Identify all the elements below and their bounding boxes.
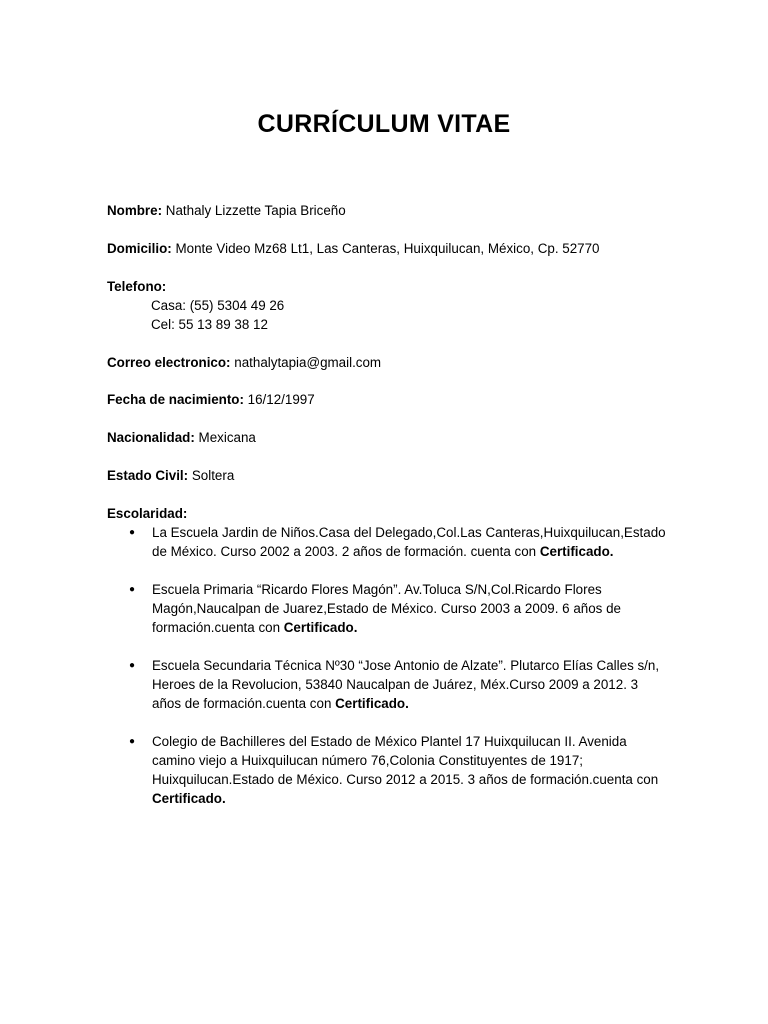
label-domicilio: Domicilio: [107,241,172,256]
edu-cert: Certificado. [152,791,226,806]
escolaridad-list [107,523,667,827]
edu-text: La Escuela Jardin de Niños.Casa del Delegado,Col.Las Canteras,Huixquilucan,Estado de México. Curso 2002 a 2003. 2 años de formación. cuenta con [152,525,666,559]
label-correo: Correo electronico: [107,355,231,370]
field-correo [107,353,381,372]
value-nacionalidad: Mexicana [198,430,256,445]
page-title: CURRÍCULUM VITAE [257,110,511,138]
label-telefono: Telefono: [107,279,167,294]
list-item [107,732,667,808]
list-item [107,523,667,561]
edu-text: Escuela Primaria “Ricardo Flores Magón”. Av.Toluca S/N,Col.Ricardo Flores Magón,Naucalpan de Juarez,Estado de México. Curso 2003 a 2009. 6 años de formación.cuenta con [152,582,621,635]
value-correo: nathalytapia@gmail.com [234,355,382,370]
value-domicilio: Monte Video Mz68 Lt1, Las Canteras, Huixquilucan, México, Cp. 52770 [175,241,600,256]
value-nacimiento: 16/12/1997 [247,392,315,407]
edu-cert: Certificado. [283,620,358,635]
field-estado-civil [107,466,234,485]
value-telefono-cel: Cel: 55 13 89 38 12 [151,317,268,332]
edu-text: Colegio de Bachilleres del Estado de México Plantel 17 Huixquilucan II. Avenida camino viejo a Huixquilucan número 76,Colonia Constituyentes de 1917; Huixquilucan.Estado de México. Curso 2012 a 2015. 3 años de formación.cuenta con [152,734,659,787]
bullet-icon: ● [129,584,136,595]
value-nombre: Nathaly Lizzette Tapia Briceño [165,203,346,218]
label-escolaridad: Escolaridad: [107,506,188,521]
value-estado-civil: Soltera [191,468,235,483]
field-nacionalidad [107,428,256,447]
edu-cert: Certificado. [539,544,614,559]
field-nombre [107,201,346,220]
label-estado-civil: Estado Civil: [107,468,189,483]
field-escolaridad [107,504,187,523]
bullet-icon: ● [129,736,136,747]
label-nacionalidad: Nacionalidad: [107,430,195,445]
label-nacimiento: Fecha de nacimiento: [107,392,244,407]
field-nacimiento [107,390,315,409]
bullet-icon: ● [129,660,136,671]
list-item [107,580,667,637]
edu-text: Escuela Secundaria Técnica Nº30 “Jose Antonio de Alzate”. Plutarco Elías Calles s/n, Heroes de la Revolucion, 53840 Naucalpan de Juárez, Méx.Curso 2009 a 2012. 3 años de formación.cuenta con [152,658,660,711]
label-nombre: Nombre: [107,203,163,218]
list-item [107,656,667,713]
value-telefono-casa: Casa: (55) 5304 49 26 [151,298,285,313]
bullet-icon: ● [129,527,136,538]
edu-cert: Certificado. [335,696,409,711]
field-domicilio [107,239,600,258]
field-telefono [107,277,166,296]
